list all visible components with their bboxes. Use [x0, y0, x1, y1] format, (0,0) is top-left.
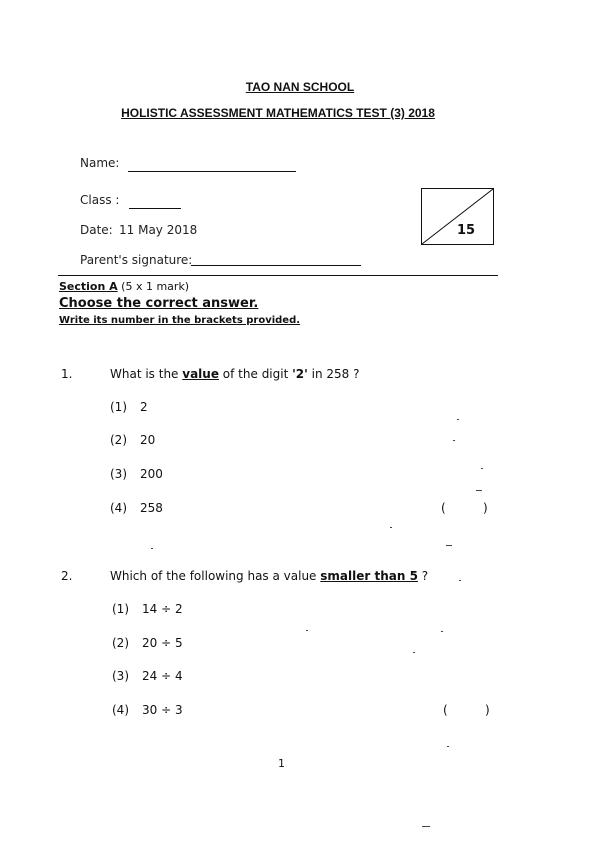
question-text-part: Which of the following has a value — [110, 569, 321, 583]
name-field[interactable] — [128, 171, 296, 172]
option-value: 24 ÷ 4 — [142, 669, 183, 683]
score-total: 15 — [457, 223, 476, 238]
option-1[interactable] — [110, 400, 148, 414]
section-instruction: Choose the correct answer. — [59, 296, 259, 311]
question-text-part: of the digit — [218, 367, 293, 381]
option-value: 2 — [140, 400, 148, 414]
scan-speck — [422, 826, 430, 827]
signature-field[interactable] — [191, 265, 361, 266]
scan-speck — [447, 746, 449, 747]
scan-speck — [413, 652, 415, 653]
option-label: (4) — [110, 501, 127, 515]
option-value: 20 ÷ 5 — [142, 636, 183, 650]
option-label: (1) — [112, 602, 129, 616]
test-title: HOLISTIC ASSESSMENT MATHEMATICS TEST (3) 2018 — [121, 106, 435, 120]
scan-speck — [481, 468, 483, 469]
section-heading — [59, 280, 189, 293]
question-keyword: smaller than 5 — [320, 569, 418, 583]
answer-field[interactable] — [452, 701, 482, 719]
option-2[interactable] — [110, 433, 155, 447]
scan-speck — [151, 548, 153, 549]
scan-speck — [453, 440, 455, 441]
class-field[interactable] — [129, 208, 181, 209]
scan-speck — [441, 631, 443, 632]
section-sub-instruction: Write its number in the brackets provided. — [59, 315, 301, 326]
option-label: (3) — [112, 669, 129, 683]
answer-bracket-open: ( — [441, 501, 446, 515]
score-box — [421, 188, 494, 245]
question-text-part: What is the — [110, 367, 183, 381]
option-4[interactable] — [110, 501, 163, 515]
option-3[interactable] — [112, 669, 183, 683]
scan-speck — [306, 630, 308, 631]
answer-bracket-open: ( — [443, 703, 448, 717]
option-value: 200 — [140, 467, 163, 481]
option-value: 14 ÷ 2 — [142, 602, 183, 616]
option-2[interactable] — [112, 636, 183, 650]
option-4[interactable] — [112, 703, 183, 717]
signature-label: Parent's signature: — [80, 253, 193, 267]
section-marks: (5 x 1 mark) — [121, 280, 190, 293]
option-label: (3) — [110, 467, 127, 481]
scan-speck — [446, 545, 452, 546]
option-value: 30 ÷ 3 — [142, 703, 183, 717]
option-value: 20 — [140, 433, 156, 447]
school-name: TAO NAN SCHOOL — [245, 80, 355, 94]
question-keyword: value — [182, 367, 219, 381]
scan-speck — [457, 419, 459, 420]
date-value: 11 May 2018 — [119, 223, 198, 237]
name-label: Name: — [80, 156, 120, 170]
question-digit: '2' — [292, 367, 308, 381]
question-text-part: in 258 ? — [307, 367, 360, 381]
scan-speck — [459, 580, 461, 581]
question-text-part: ? — [417, 569, 429, 583]
question-text — [110, 569, 428, 583]
divider — [58, 275, 498, 276]
scan-speck — [390, 527, 392, 528]
option-label: (2) — [110, 433, 127, 447]
answer-bracket-close: ) — [483, 501, 488, 515]
option-value: 258 — [140, 501, 163, 515]
option-3[interactable] — [110, 467, 163, 481]
answer-field[interactable] — [450, 499, 480, 517]
page-number: 1 — [278, 757, 285, 770]
date-label: Date: — [80, 223, 113, 237]
question-text — [110, 367, 359, 381]
scan-speck — [476, 490, 482, 491]
section-name: Section A — [59, 280, 118, 293]
class-label: Class : — [80, 193, 120, 207]
option-1[interactable] — [112, 602, 183, 616]
option-label: (2) — [112, 636, 129, 650]
question-number: 2. — [61, 569, 73, 583]
question-number: 1. — [61, 367, 73, 381]
option-label: (4) — [112, 703, 129, 717]
answer-bracket-close: ) — [485, 703, 490, 717]
option-label: (1) — [110, 400, 127, 414]
